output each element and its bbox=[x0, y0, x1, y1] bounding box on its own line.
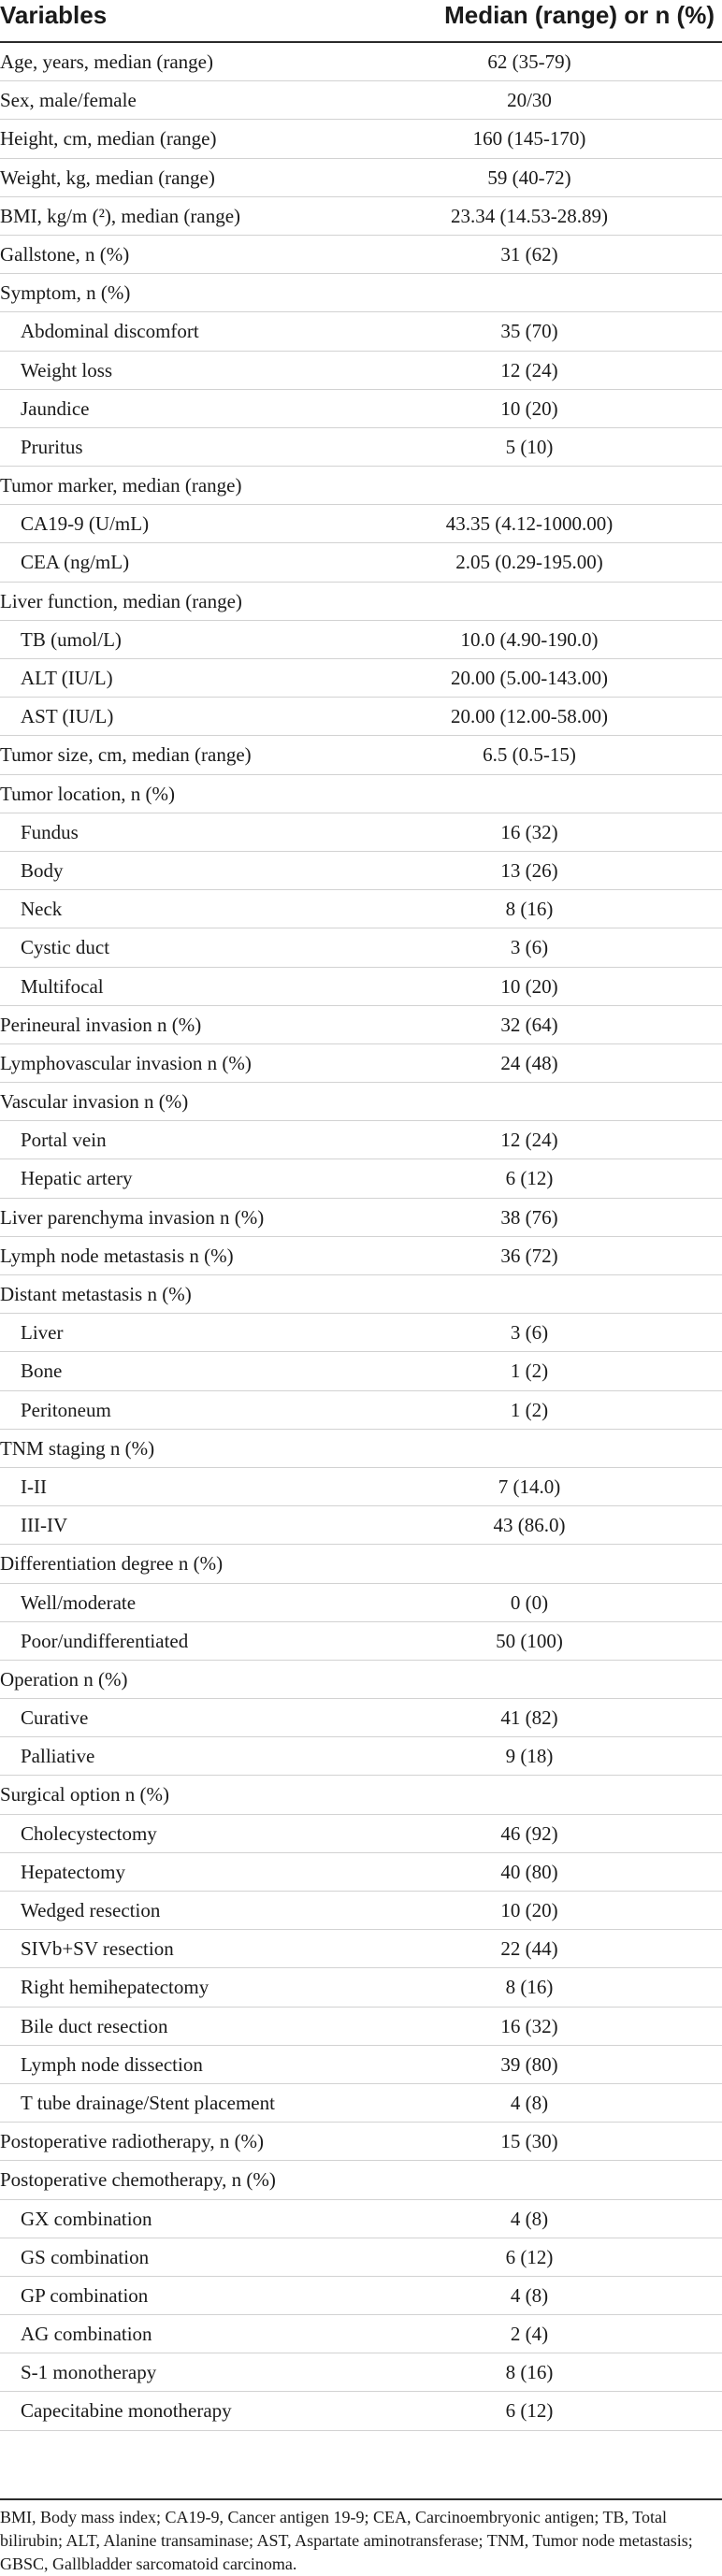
row-value bbox=[0, 2353, 722, 2391]
row-value bbox=[0, 852, 722, 889]
row-value bbox=[0, 1930, 722, 1967]
table-row bbox=[0, 505, 722, 543]
row-value bbox=[0, 621, 722, 658]
table-row bbox=[0, 1430, 722, 1468]
row-label: Liver parenchyma invasion n (%) bbox=[0, 1205, 265, 1229]
row-value bbox=[0, 1545, 722, 1582]
row-sublabel: Neck bbox=[21, 898, 63, 921]
row-value bbox=[0, 2315, 722, 2353]
row-value bbox=[0, 1699, 722, 1736]
row-value-text: 36 (72) bbox=[500, 1244, 558, 1267]
row-sublabel: Well/moderate bbox=[21, 1590, 137, 1614]
table-row bbox=[0, 2008, 722, 2046]
table-row bbox=[0, 1584, 722, 1622]
row-sublabel: GX combination bbox=[21, 2207, 152, 2230]
row-sublabel: Multifocal bbox=[21, 974, 104, 998]
row-value-text: 20/30 bbox=[507, 89, 552, 112]
row-value bbox=[0, 1391, 722, 1429]
table-row bbox=[0, 1391, 722, 1430]
table-row bbox=[0, 736, 722, 774]
table-row bbox=[0, 1199, 722, 1237]
row-sublabel: Lymph node dissection bbox=[21, 2052, 203, 2076]
table-row bbox=[0, 2277, 722, 2315]
table-row bbox=[0, 1968, 722, 2007]
table-row bbox=[0, 2353, 722, 2392]
row-sublabel: Bone bbox=[21, 1360, 63, 1383]
table-row bbox=[0, 1853, 722, 1892]
row-sublabel: Body bbox=[21, 858, 64, 882]
table-row bbox=[0, 2123, 722, 2161]
row-value bbox=[0, 2008, 722, 2045]
row-value-text: 10 (20) bbox=[500, 396, 558, 420]
table-row bbox=[0, 1545, 722, 1583]
row-value bbox=[0, 1622, 722, 1660]
table-row bbox=[0, 1121, 722, 1159]
table-row bbox=[0, 2315, 722, 2353]
row-value bbox=[0, 2277, 722, 2314]
row-value bbox=[0, 1506, 722, 1544]
row-value-text: 10.0 (4.90-190.0) bbox=[460, 627, 599, 651]
row-value bbox=[0, 274, 722, 311]
row-value bbox=[0, 390, 722, 427]
table-row bbox=[0, 2392, 722, 2430]
row-value-text: 10 (20) bbox=[500, 1899, 558, 1921]
row-value-text: 16 (32) bbox=[500, 2014, 558, 2037]
table-row bbox=[0, 2046, 722, 2084]
row-value-text: 2.05 (0.29-195.00) bbox=[455, 551, 603, 574]
row-sublabel: Hepatectomy bbox=[21, 1860, 125, 1883]
row-value-text: 8 (16) bbox=[505, 1976, 554, 1999]
row-value bbox=[0, 928, 722, 966]
table-row bbox=[0, 928, 722, 967]
table-row bbox=[0, 2200, 722, 2238]
row-sublabel: CEA (ng/mL) bbox=[21, 551, 130, 574]
row-sublabel: Bile duct resection bbox=[21, 2014, 168, 2037]
row-sublabel: T tube drainage/Stent placement bbox=[21, 2091, 275, 2114]
row-value-text: 7 (14.0) bbox=[498, 1475, 561, 1498]
table-row bbox=[0, 1737, 722, 1776]
row-sublabel: GS combination bbox=[21, 2245, 150, 2268]
row-sublabel: Capecitabine monotherapy bbox=[21, 2399, 232, 2423]
header-variables: Variables bbox=[0, 1, 108, 29]
row-value-text: 4 (8) bbox=[510, 2283, 549, 2307]
row-value-text: 6 (12) bbox=[505, 2399, 554, 2423]
row-value bbox=[0, 736, 722, 773]
row-value bbox=[0, 813, 722, 851]
row-value-text: 12 (24) bbox=[500, 1129, 558, 1152]
row-value bbox=[0, 1430, 722, 1467]
table-row bbox=[0, 698, 722, 736]
row-value bbox=[0, 2084, 722, 2122]
table-row bbox=[0, 236, 722, 274]
row-label: Surgical option n (%) bbox=[0, 1783, 170, 1806]
row-value bbox=[0, 1776, 722, 1813]
table-footnote: BMI, Body mass index; CA19-9, Cancer antigen 19-9; CEA, Carcinoembryonic antigen; TB, Total bilirubin; ALT, Alanine transaminase; AST, Aspartate aminotransferase; TNM, Tumor node metastasis; GBSC, Gallbladder sarcomatoid carcinoma. bbox=[0, 2498, 722, 2576]
table-body bbox=[0, 43, 722, 2431]
table-row bbox=[0, 1314, 722, 1352]
table-row bbox=[0, 43, 722, 81]
row-value-text: 20.00 (12.00-58.00) bbox=[451, 705, 608, 728]
row-sublabel: Curative bbox=[21, 1706, 89, 1730]
row-value-text: 15 (30) bbox=[500, 2130, 558, 2153]
row-value-text: 41 (82) bbox=[500, 1706, 558, 1730]
row-label: Postoperative radiotherapy, n (%) bbox=[0, 2130, 265, 2153]
row-value-text: 50 (100) bbox=[496, 1629, 563, 1652]
row-label: Age, years, median (range) bbox=[0, 50, 213, 73]
row-value bbox=[0, 543, 722, 581]
row-value-text: 23.34 (14.53-28.89) bbox=[451, 204, 608, 227]
table-row bbox=[0, 1930, 722, 1968]
row-label: Differentiation degree n (%) bbox=[0, 1552, 224, 1576]
row-value-text: 3 (6) bbox=[510, 1321, 549, 1345]
row-value bbox=[0, 2161, 722, 2198]
row-sublabel: Hepatic artery bbox=[21, 1167, 133, 1190]
row-sublabel: Portal vein bbox=[21, 1129, 107, 1152]
table-row bbox=[0, 583, 722, 621]
row-value-text: 8 (16) bbox=[505, 2361, 554, 2384]
row-value-text: 40 (80) bbox=[500, 1860, 558, 1883]
row-value-text: 6 (12) bbox=[505, 1167, 554, 1190]
row-value-text: 160 (145-170) bbox=[472, 127, 586, 151]
row-value bbox=[0, 659, 722, 697]
table-row bbox=[0, 1352, 722, 1390]
row-sublabel: Abdominal discomfort bbox=[21, 320, 199, 343]
row-value bbox=[0, 197, 722, 235]
row-value bbox=[0, 583, 722, 620]
row-value-text: 32 (64) bbox=[500, 1013, 558, 1036]
row-value bbox=[0, 2200, 722, 2238]
row-value bbox=[0, 1314, 722, 1351]
row-value bbox=[0, 352, 722, 389]
row-value bbox=[0, 1159, 722, 1197]
table-row bbox=[0, 1892, 722, 1930]
row-label: Tumor size, cm, median (range) bbox=[0, 743, 252, 767]
row-label: Operation n (%) bbox=[0, 1667, 128, 1691]
row-value-text: 43.35 (4.12-1000.00) bbox=[445, 512, 614, 536]
row-value bbox=[0, 1006, 722, 1043]
row-sublabel: CA19-9 (U/mL) bbox=[21, 512, 150, 536]
row-value-text: 59 (40-72) bbox=[487, 165, 571, 189]
row-value-text: 12 (24) bbox=[500, 358, 558, 381]
row-value-text: 46 (92) bbox=[500, 1821, 558, 1845]
row-value bbox=[0, 1661, 722, 1698]
table-row bbox=[0, 81, 722, 120]
row-value bbox=[0, 2392, 722, 2429]
row-value bbox=[0, 890, 722, 928]
row-label: Tumor location, n (%) bbox=[0, 782, 176, 805]
table-row bbox=[0, 428, 722, 467]
table-row bbox=[0, 1506, 722, 1545]
row-sublabel: Jaundice bbox=[21, 396, 90, 420]
table-row bbox=[0, 2161, 722, 2199]
row-value bbox=[0, 236, 722, 273]
table-row bbox=[0, 659, 722, 698]
row-sublabel: SIVb+SV resection bbox=[21, 1937, 174, 1961]
row-value-text: 5 (10) bbox=[505, 435, 554, 458]
row-sublabel: AST (IU/L) bbox=[21, 705, 114, 728]
table-row bbox=[0, 197, 722, 236]
table-row bbox=[0, 159, 722, 197]
row-value-text: 39 (80) bbox=[500, 2052, 558, 2076]
row-value bbox=[0, 428, 722, 466]
table-header bbox=[0, 0, 722, 43]
row-label: Tumor marker, median (range) bbox=[0, 474, 242, 497]
row-value-text: 38 (76) bbox=[500, 1205, 558, 1229]
row-value-text: 20.00 (5.00-143.00) bbox=[451, 667, 608, 689]
row-value bbox=[0, 81, 722, 119]
row-value-text: 2 (4) bbox=[510, 2323, 549, 2346]
row-label: Vascular invasion n (%) bbox=[0, 1090, 189, 1114]
row-label: BMI, kg/m (²), median (range) bbox=[0, 204, 241, 227]
row-value-text: 9 (18) bbox=[505, 1745, 554, 1768]
table-row bbox=[0, 1006, 722, 1044]
row-value bbox=[0, 1275, 722, 1313]
row-value bbox=[0, 1199, 722, 1236]
row-sublabel: Fundus bbox=[21, 820, 79, 843]
table-row bbox=[0, 1661, 722, 1699]
row-value-text: 35 (70) bbox=[500, 320, 558, 343]
row-value bbox=[0, 1121, 722, 1158]
row-value bbox=[0, 2046, 722, 2083]
table-row bbox=[0, 1815, 722, 1853]
row-value bbox=[0, 159, 722, 196]
table-row bbox=[0, 2084, 722, 2123]
row-value bbox=[0, 968, 722, 1005]
table-row bbox=[0, 1468, 722, 1506]
table-row bbox=[0, 813, 722, 852]
table-row bbox=[0, 1275, 722, 1314]
table-row bbox=[0, 890, 722, 928]
row-value bbox=[0, 43, 722, 80]
row-sublabel: TB (umol/L) bbox=[21, 627, 122, 651]
row-value-text: 4 (8) bbox=[510, 2207, 549, 2230]
row-sublabel: GP combination bbox=[21, 2283, 149, 2307]
row-label: Liver function, median (range) bbox=[0, 589, 242, 612]
row-value-text: 10 (20) bbox=[500, 974, 558, 998]
table-row bbox=[0, 621, 722, 659]
row-label: Distant metastasis n (%) bbox=[0, 1283, 192, 1305]
row-value-text: 6 (12) bbox=[505, 2245, 554, 2268]
row-sublabel: Palliative bbox=[21, 1745, 95, 1768]
row-value-text: 1 (2) bbox=[510, 1360, 549, 1383]
row-value bbox=[0, 120, 722, 157]
row-value bbox=[0, 1584, 722, 1621]
row-value-text: 31 (62) bbox=[500, 242, 558, 266]
row-value bbox=[0, 1968, 722, 2006]
row-label: Symptom, n (%) bbox=[0, 281, 131, 305]
table-row bbox=[0, 390, 722, 428]
row-value bbox=[0, 1468, 722, 1505]
row-label: Weight, kg, median (range) bbox=[0, 165, 215, 189]
row-value-text: 1 (2) bbox=[510, 1398, 549, 1421]
table-row bbox=[0, 968, 722, 1006]
row-label: Height, cm, median (range) bbox=[0, 127, 217, 151]
table-row bbox=[0, 1044, 722, 1083]
row-sublabel: ALT (IU/L) bbox=[21, 667, 113, 689]
row-value bbox=[0, 467, 722, 504]
row-sublabel: Liver bbox=[21, 1321, 64, 1345]
row-value-text: 4 (8) bbox=[510, 2091, 549, 2114]
row-sublabel: Right hemihepatectomy bbox=[21, 1976, 209, 1999]
row-value-text: 22 (44) bbox=[500, 1937, 558, 1961]
row-value-text: 3 (6) bbox=[510, 936, 549, 959]
row-sublabel: Wedged resection bbox=[21, 1899, 161, 1921]
table-row bbox=[0, 274, 722, 312]
table-row bbox=[0, 1083, 722, 1121]
row-value-text: 24 (48) bbox=[500, 1051, 558, 1074]
row-sublabel: I-II bbox=[21, 1475, 47, 1498]
row-sublabel: Weight loss bbox=[21, 358, 113, 381]
row-label: Perineural invasion n (%) bbox=[0, 1013, 202, 1036]
table-row bbox=[0, 543, 722, 582]
row-sublabel: AG combination bbox=[21, 2323, 152, 2346]
table-row bbox=[0, 1159, 722, 1198]
row-label: Lymphovascular invasion n (%) bbox=[0, 1051, 252, 1074]
row-value-text: 43 (86.0) bbox=[493, 1514, 566, 1537]
row-value bbox=[0, 1853, 722, 1891]
row-value-text: 0 (0) bbox=[510, 1590, 549, 1614]
row-value bbox=[0, 1815, 722, 1852]
table-row bbox=[0, 1237, 722, 1275]
row-value-text: 62 (35-79) bbox=[487, 50, 571, 73]
row-value bbox=[0, 1352, 722, 1389]
table-row bbox=[0, 1622, 722, 1661]
row-sublabel: III-IV bbox=[21, 1514, 68, 1537]
table-row bbox=[0, 352, 722, 390]
row-label: TNM staging n (%) bbox=[0, 1436, 155, 1460]
row-value bbox=[0, 1083, 722, 1120]
row-value bbox=[0, 698, 722, 735]
row-sublabel: Cholecystectomy bbox=[21, 1821, 157, 1845]
row-value bbox=[0, 2123, 722, 2160]
row-value bbox=[0, 1237, 722, 1274]
row-sublabel: S-1 monotherapy bbox=[21, 2361, 157, 2384]
row-value-text: 16 (32) bbox=[500, 820, 558, 843]
row-label: Lymph node metastasis n (%) bbox=[0, 1244, 234, 1267]
row-value bbox=[0, 505, 722, 542]
table-row bbox=[0, 2238, 722, 2277]
row-value bbox=[0, 312, 722, 350]
row-label: Postoperative chemotherapy, n (%) bbox=[0, 2168, 276, 2192]
row-label: Sex, male/female bbox=[0, 89, 137, 112]
table-row bbox=[0, 312, 722, 351]
row-value-text: 8 (16) bbox=[505, 898, 554, 921]
header-values: Median (range) or n (%) bbox=[444, 1, 715, 29]
row-value bbox=[0, 775, 722, 813]
row-sublabel: Cystic duct bbox=[21, 936, 110, 959]
row-sublabel: Pruritus bbox=[21, 435, 83, 458]
row-value bbox=[0, 1737, 722, 1775]
row-value-text: 13 (26) bbox=[500, 858, 558, 882]
row-value bbox=[0, 2238, 722, 2276]
row-sublabel: Poor/undifferentiated bbox=[21, 1629, 189, 1652]
row-value bbox=[0, 1044, 722, 1082]
row-value-text: 6.5 (0.5-15) bbox=[483, 743, 576, 767]
row-label: Gallstone, n (%) bbox=[0, 242, 130, 266]
table-row bbox=[0, 120, 722, 158]
table-row bbox=[0, 1776, 722, 1814]
table-row bbox=[0, 852, 722, 890]
table-row bbox=[0, 775, 722, 813]
row-value bbox=[0, 1892, 722, 1929]
table-row bbox=[0, 1699, 722, 1737]
table-row bbox=[0, 467, 722, 505]
row-sublabel: Peritoneum bbox=[21, 1398, 111, 1421]
